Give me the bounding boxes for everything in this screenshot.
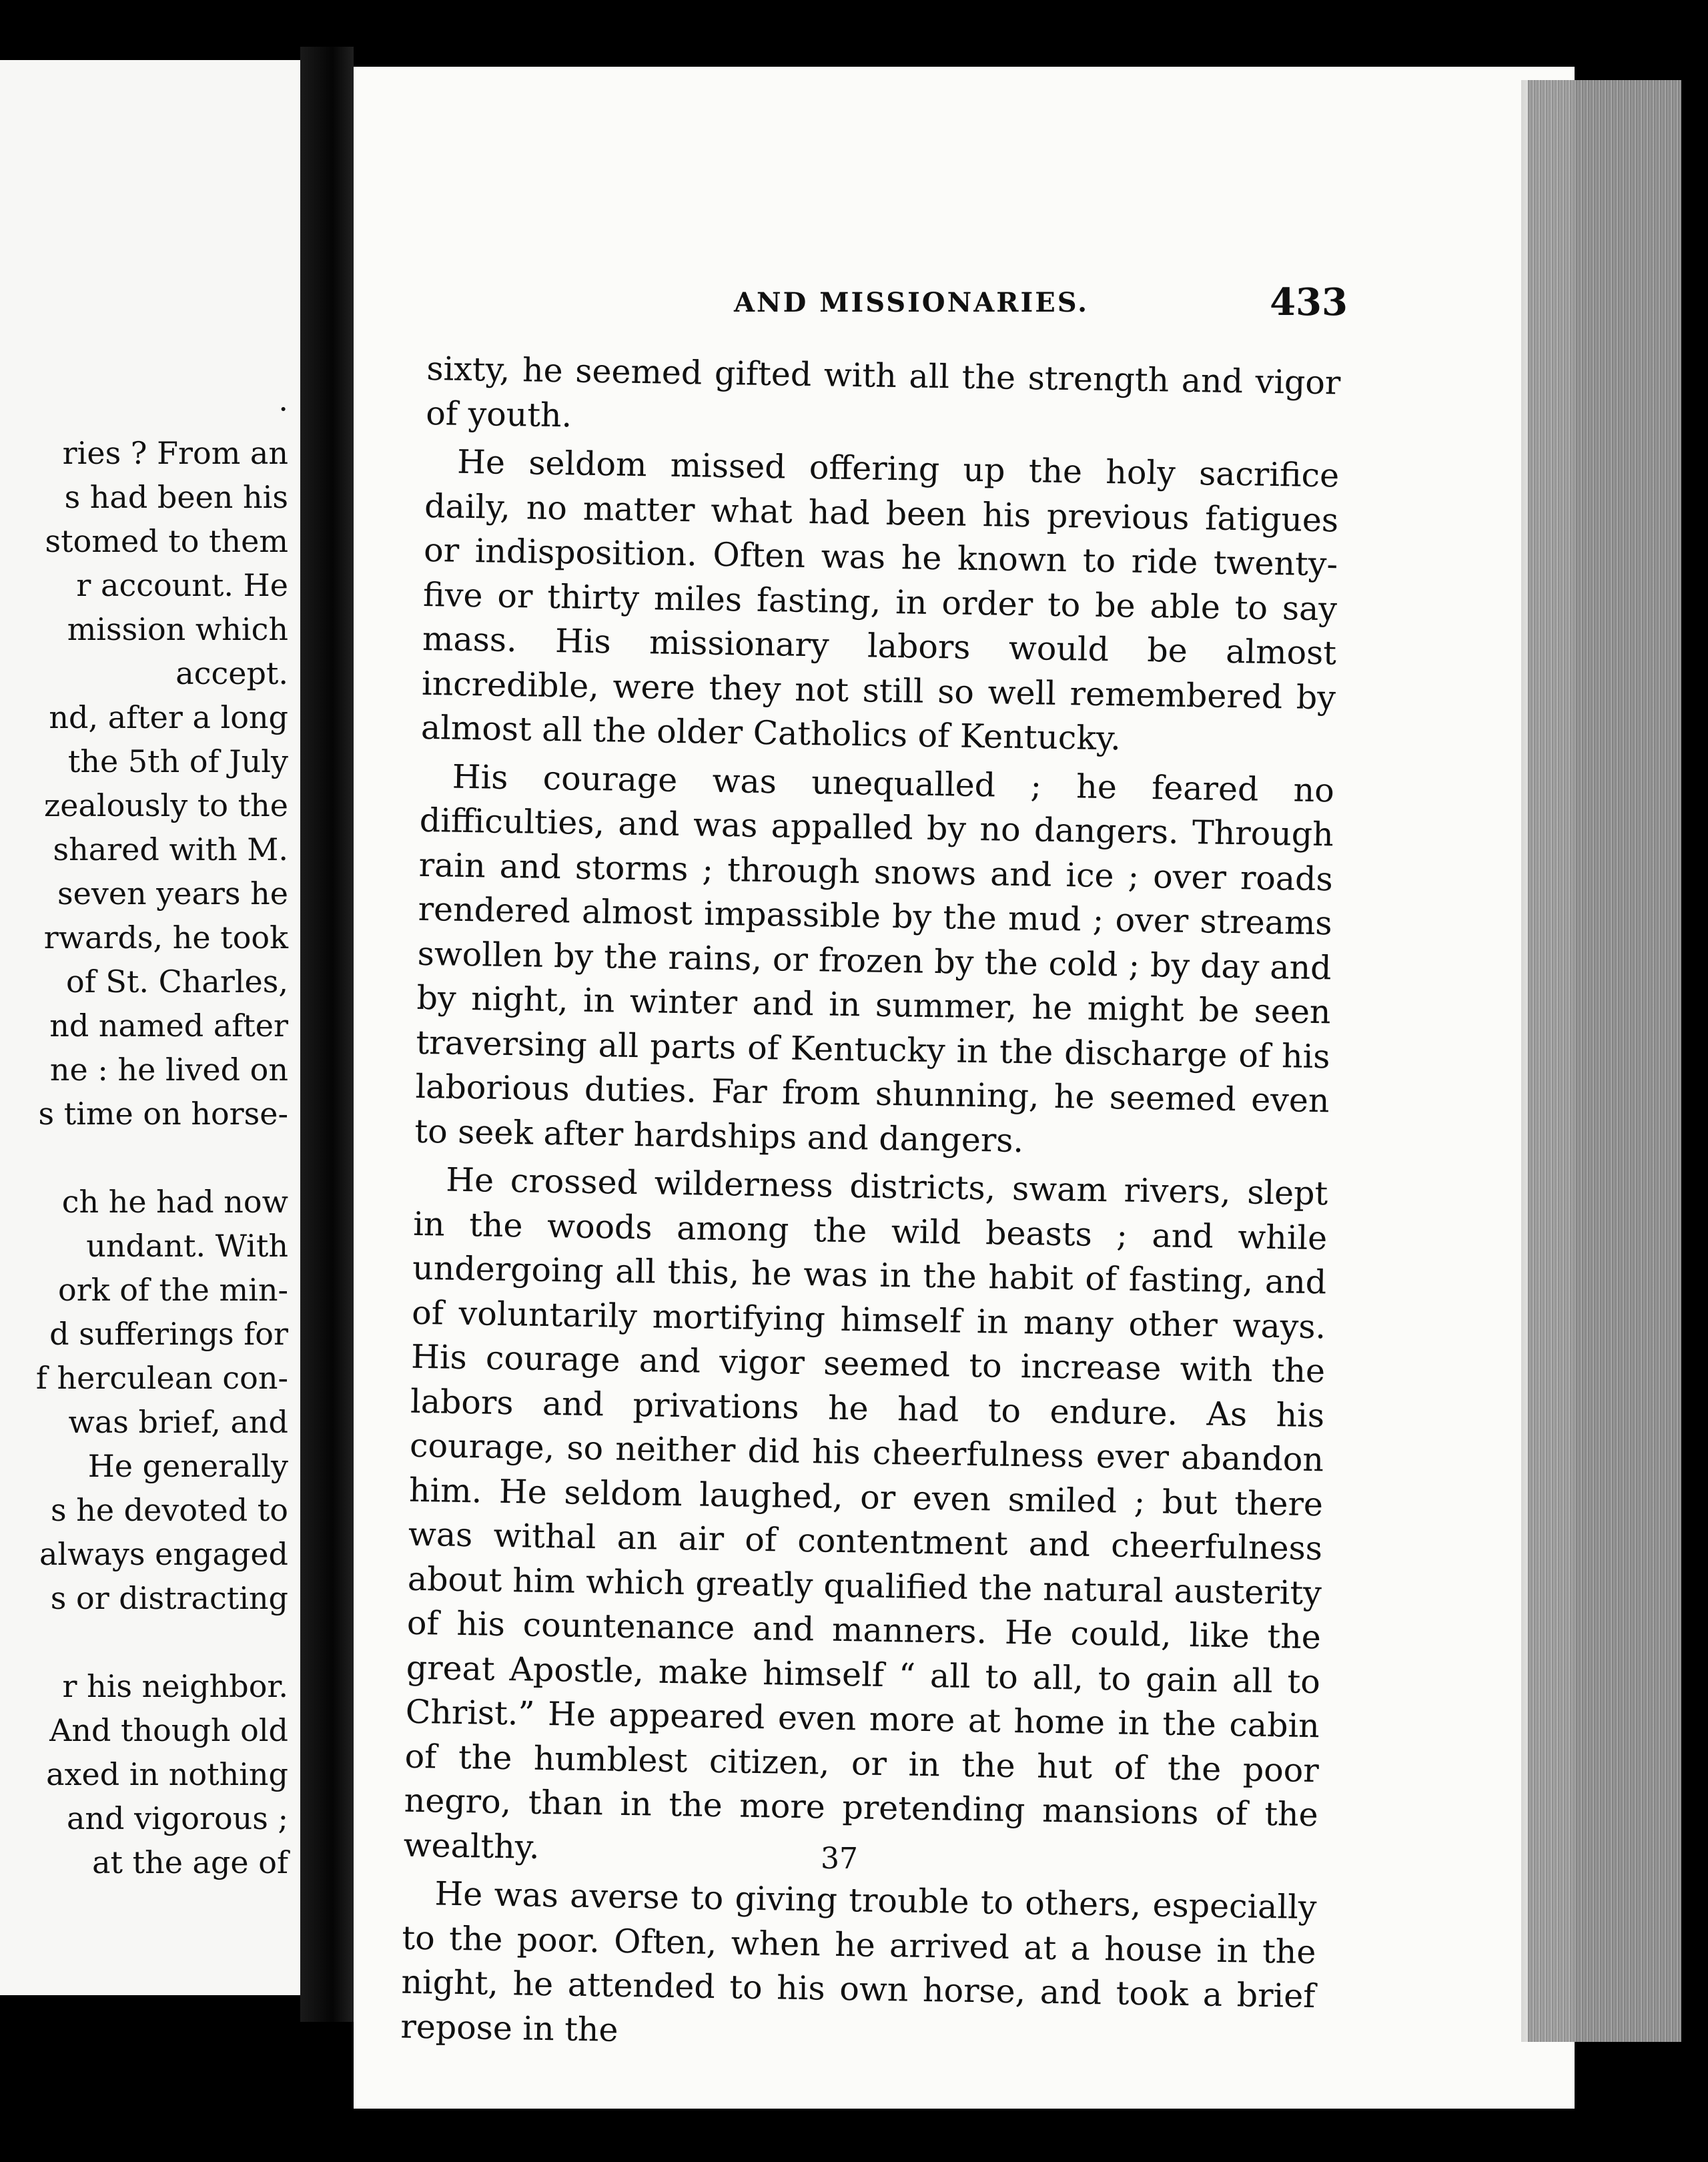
left-line: always engaged [39, 1536, 288, 1572]
book-gutter [300, 47, 354, 2022]
paragraph: His courage was unequalled ; he feared no difficulties, and was appalled by no dangers. Through rain and storms ; through snows and ice ; over roads rendered almost impassible by the mud ; over streams swollen by the rains, or frozen by the cold ; by day and by night, in winter and in summer, he might be seen traversing all parts of Kentucky in the discharge of his laborious duties. Far from shunning, he seemed even to seek after hardships and dangers. [414, 757, 1335, 1160]
left-line: ne : he lived on [49, 1052, 288, 1088]
left-line: s had been his [64, 479, 288, 515]
left-line: was brief, and [68, 1404, 288, 1440]
left-line: nd named after [49, 1008, 288, 1044]
left-line: d sufferings for [49, 1316, 288, 1352]
left-line: mission which [67, 611, 288, 647]
left-line: undant. With [86, 1228, 288, 1264]
left-line: of St. Charles, [66, 964, 288, 1000]
left-line: stomed to them [45, 523, 288, 559]
left-line: s time on horse- [38, 1096, 288, 1132]
page-header [734, 280, 1348, 334]
signature-mark: 37 [821, 1842, 858, 1876]
left-line: axed in nothing [46, 1756, 288, 1792]
left-line: nd, after a long [49, 699, 288, 735]
left-line: He generally [87, 1448, 288, 1484]
page-number: 433 [1270, 280, 1348, 324]
paragraph: He seldom missed offering up the holy sacrifice daily, no matter what had been his previous fatigues or indisposition. Often was he known to ride twenty-five or thirty miles fasting, in order to be able to say mass. His missionary labors would be almost incredible, were they not still so well remembered by almost all the older Catholics of Kentucky. [420, 442, 1340, 758]
left-line: rwards, he took [43, 920, 288, 956]
left-line: and vigorous ; [67, 1800, 288, 1836]
left-line: seven years he [57, 875, 288, 912]
page-block-edge [1528, 80, 1681, 2042]
left-facing-page [0, 60, 300, 1995]
left-line [8, 1620, 288, 1664]
left-line: And though old [49, 1712, 288, 1748]
left-line: zealously to the [44, 787, 288, 823]
left-line: f herculean con- [35, 1360, 288, 1396]
left-line [8, 1136, 288, 1180]
left-line: ch he had now [61, 1184, 288, 1220]
left-line: at the age of [92, 1844, 288, 1880]
paragraph: sixty, he seemed gifted with all the strength and vigor of youth. [425, 349, 1341, 434]
left-line: r his neighbor. [62, 1668, 288, 1704]
left-line: ries ? From an [62, 435, 288, 471]
left-line: r account. He [76, 567, 288, 603]
left-page-text [8, 387, 288, 1884]
left-line: s he devoted to [50, 1492, 288, 1528]
left-line: s or distracting [50, 1580, 288, 1616]
left-line: · [278, 391, 288, 427]
page-body [400, 347, 1341, 2063]
left-line: shared with M. [53, 831, 288, 867]
paragraph: He was averse to giving trouble to others, especially to the poor. Often, when he arrived at a house in the night, he attended to his own horse, and took a brief repose in the [400, 1874, 1317, 2049]
paragraph: He crossed wilderness districts, swam rivers, slept in the woods among the wild beasts ; and while undergoing all this, he was in the habit of fasting, and of voluntarily mortifying himself in many other ways. His courage and vigor seemed to increase with the labors and privations he had to endure. As his courage, so neither did his cheerfulness ever abandon him. He seldom laughed, or even smiled ; but there was withal an air of contentment and cheerfulness about him which greatly qualified the natural austerity of his countenance and manners. He could, like the great Apostle, make himself “ all to all, to gain all to Christ.” He appeared even more at home in the cabin of the humblest citizen, or in the hut of the poor negro, than in the more pretending mansions of the wealthy. [403, 1160, 1328, 1866]
left-line: the 5th of July [67, 743, 288, 779]
left-line: ork of the min- [58, 1272, 288, 1308]
left-line: accept. [175, 655, 288, 691]
running-head: AND MISSIONARIES. [734, 287, 1090, 318]
